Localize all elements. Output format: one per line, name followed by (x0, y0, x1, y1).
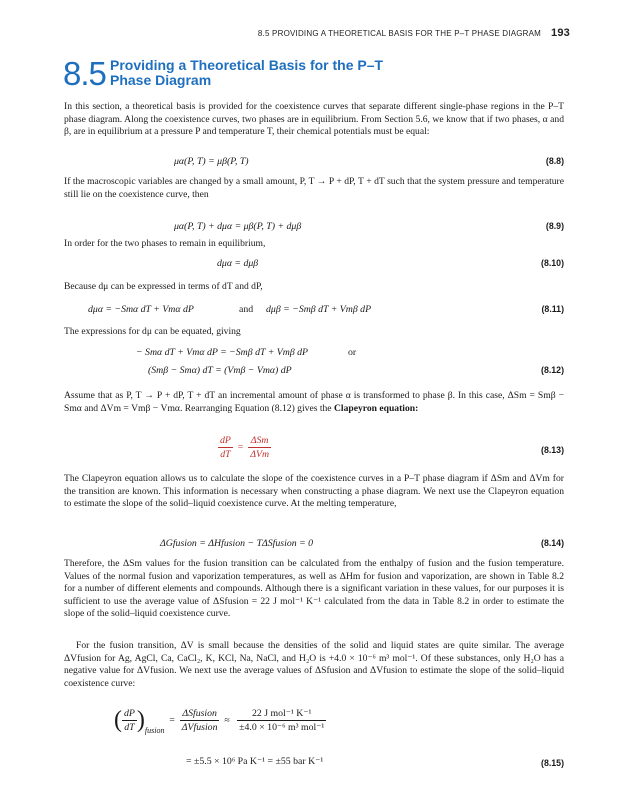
equation-expr: μα(P, T) = μβ(P, T) (174, 156, 249, 167)
fraction-mid (180, 707, 220, 734)
fraction-denominator: dT (124, 722, 135, 733)
fraction-denominator: ±4.0 × 10⁻⁶ m³ mol⁻¹ (239, 722, 325, 733)
fraction-denominator: dT (220, 449, 231, 460)
equation-line1: − Smα dT + Vmα dP = −Smβ dT + Vmβ dP (136, 347, 309, 358)
fraction-numerator: ΔSm (248, 434, 271, 448)
running-head (258, 27, 570, 39)
paragraph-fusion-volume: For the fusion transition, ΔV is small because the densities of the solid and liquid states are quite similar. The average ΔVfusion for Ag, AgCl, Ca, CaCl₂, K, KCl, Na, NaCl, and H₂O is +4.0 × 10⁻⁶ m³ mol⁻¹. Of these substances, only H₂O has a negative value for ΔVfusion. We next use the average values of ΔSfusion and ΔVfusion to estimate the slope of the solid–liquid coexistence curve: (64, 640, 564, 689)
fraction-denominator: ΔVfusion (181, 722, 218, 733)
fraction-subscript: fusion (144, 725, 165, 735)
paragraph-clapeyron (64, 390, 564, 415)
paragraph-slope: The Clapeyron equation allows us to calculate the slope of the coexistence curves in a P–T phase diagram if ΔSm and ΔVm for the transition are known. This information is necessary when constructing a phase diagram. We next use the Clapeyron equation to estimate the slope of the solid–liquid coexistence curve. At the melting temperature, (64, 473, 564, 510)
section-title-line2: Phase Diagram (110, 72, 212, 88)
equation-and: and (239, 304, 254, 315)
fraction-numerator: dP (124, 708, 135, 719)
equation-result: = ±5.5 × 10⁶ Pa K⁻¹ = ±55 bar K⁻¹ (186, 756, 324, 767)
equation-expr: μα(P, T) + dμα = μβ(P, T) + dμβ (174, 221, 302, 232)
paragraph-clapeyron-text: Assume that as P, T → P + dP, T + dT an incremental amount of phase α is transformed to phase β. In this case, ΔSm = Smβ − Smα and ΔVm = Vmβ − Vmα. Rearranging Equation (8.12) gives the (64, 390, 564, 414)
page-number: 193 (551, 27, 570, 39)
fraction-value (237, 707, 326, 734)
section-number: 8.5 (63, 55, 106, 92)
paragraph-change: If the macroscopic variables are changed by a small amount, P, T → P + dP, T + dT such that the system pressure and temperature still lie on the coexistence curve, then (64, 176, 564, 200)
fraction-lhs (218, 434, 233, 461)
equation-expr-a: dμα = −Smα dT + Vmα dP (88, 304, 194, 315)
equation-8-15: ( $\frac{dP}{dT}$ )$_{fusion}$ = $\frac{\text{ΔSfusion}}{\text{ΔVfusion}}$ ≈ $\frac{\text{22 J mol⁻¹ K⁻¹}}{\text{±4.0 × 10⁻⁶ m³ mol⁻¹}}$ = ±5.5 × 10⁶ Pa K⁻¹ = ±55 bar K⁻¹ (8.15) (114, 707, 564, 768)
equation-number: (8.13) (541, 445, 564, 455)
equation-expr-b: dμβ = −Smβ dT + Vmβ dP (266, 304, 372, 315)
paragraph-dmu: Because dμ can be expressed in terms of dT and dP, (64, 281, 263, 292)
paragraph-fusion-values: Therefore, the ΔSm values for the fusion transition can be calculated from the enthalpy of fusion and the fusion temperature. Values of the normal fusion and vaporization temperatures, as well as ΔHm for fusion and vaporization, are shown in Table 8.2 for a number of different elements and compounds. Although there is a significant variation in these values, for our purposes it is sufficient to use the average value of ΔSfusion = 22 J mol⁻¹ K⁻¹ calculated from the data in Table 8.2 in order to estimate the slope of the solid–liquid coexistence curve. (64, 558, 564, 620)
equation-or: or (348, 347, 357, 358)
clapeyron-term: Clapeyron equation: (333, 402, 419, 414)
equation-expr: ΔGfusion = ΔHfusion − TΔSfusion = 0 (160, 538, 314, 549)
fraction-denominator: ΔVm (250, 449, 270, 460)
fraction-rhs (248, 434, 271, 461)
equation-number: (8.11) (541, 304, 564, 314)
paragraph-equated: The expressions for dμ can be equated, giving (64, 326, 241, 337)
section-title (110, 58, 383, 88)
equation-number: (8.15) (541, 758, 564, 768)
running-head-text: 8.5 PROVIDING A THEORETICAL BASIS FOR THE P–T PHASE DIAGRAM (257, 29, 542, 38)
equation-8-12 (64, 346, 564, 378)
equation-number: (8.14) (541, 538, 564, 548)
section-title-line1: Providing a Theoretical Basis for the P–T (110, 57, 384, 73)
equation-expr: dμα = dμβ (217, 258, 259, 269)
paragraph-equilibrium: In order for the two phases to remain in equilibrium, (64, 238, 266, 249)
fraction-numerator: dP (220, 435, 231, 446)
equation-number: (8.10) (541, 258, 564, 268)
fraction-numerator: 22 J mol⁻¹ K⁻¹ (237, 707, 326, 721)
paragraph-intro: In this section, a theoretical basis is provided for the coexistence curves that separate different single-phase regions in the P–T phase diagram. Along the coexistence curves, two phases are in equilibrium. From Section 5.6, we know that if two phases, α and β, are in equilibrium at a pressure P and temperature T, their chemical potentials must be equal: (64, 101, 564, 138)
equation-number: (8.12) (541, 365, 564, 375)
equation-8-13: $\frac{dP}{dT}$ = $\frac{\text{ΔSm}}{\text{ΔVm}}$ (8.13) (220, 435, 564, 460)
fraction-numerator: ΔSfusion (180, 707, 220, 721)
equation-number: (8.9) (545, 221, 564, 231)
equation-number: (8.8) (545, 156, 564, 166)
equation-line2: (Smβ − Smα) dT = (Vmβ − Vmα) dP (148, 365, 292, 376)
fraction-lhs (122, 707, 137, 734)
